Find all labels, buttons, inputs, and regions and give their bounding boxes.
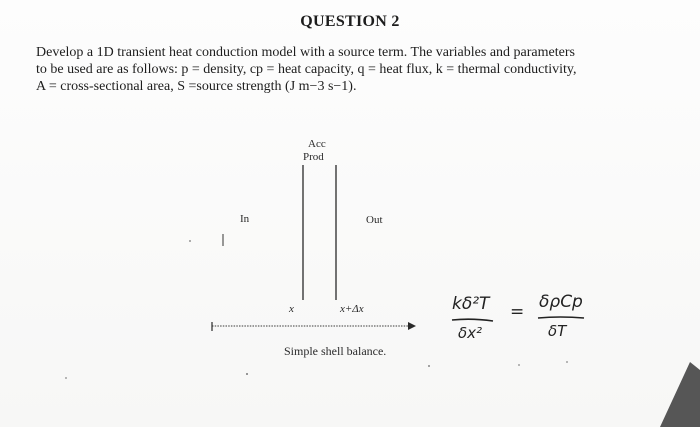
lhs-numerator: kδ²T [452,294,490,314]
x-position-label: x [289,303,294,315]
question-title: QUESTION 2 [300,13,400,30]
x-axis-arrowhead [408,322,416,330]
scan-dot [65,377,67,379]
scan-dot [566,361,568,363]
rhs-numerator: δρCp [539,292,583,312]
scan-dot [428,365,430,367]
rhs-denominator: δT [548,322,567,340]
x-plus-dx-label: x+Δx [340,303,364,315]
prod-label: Prod [303,151,324,163]
lhs-fraction-bar [452,319,493,321]
scan-dot [189,240,191,242]
problem-line-3: A = cross-sectional area, S =source strength (J m−3 s−1). [36,79,357,94]
problem-line-2: to be used are as follows: p = density, cp = heat capacity, q = heat flux, k = thermal conductivity, [36,62,577,77]
page-corner-shadow [660,362,700,427]
out-label: Out [366,214,383,226]
rhs-fraction-bar [538,317,584,318]
scan-dot [518,364,520,366]
scan-dot [246,373,248,375]
diagram-caption: Simple shell balance. [284,344,387,358]
equals-sign: = [510,302,525,322]
lhs-denominator: δx² [458,324,483,342]
problem-line-1: Develop a 1D transient heat conduction model with a source term. The variables and parameters [36,45,575,60]
acc-label: Acc [308,138,326,150]
in-label: In [240,213,250,225]
